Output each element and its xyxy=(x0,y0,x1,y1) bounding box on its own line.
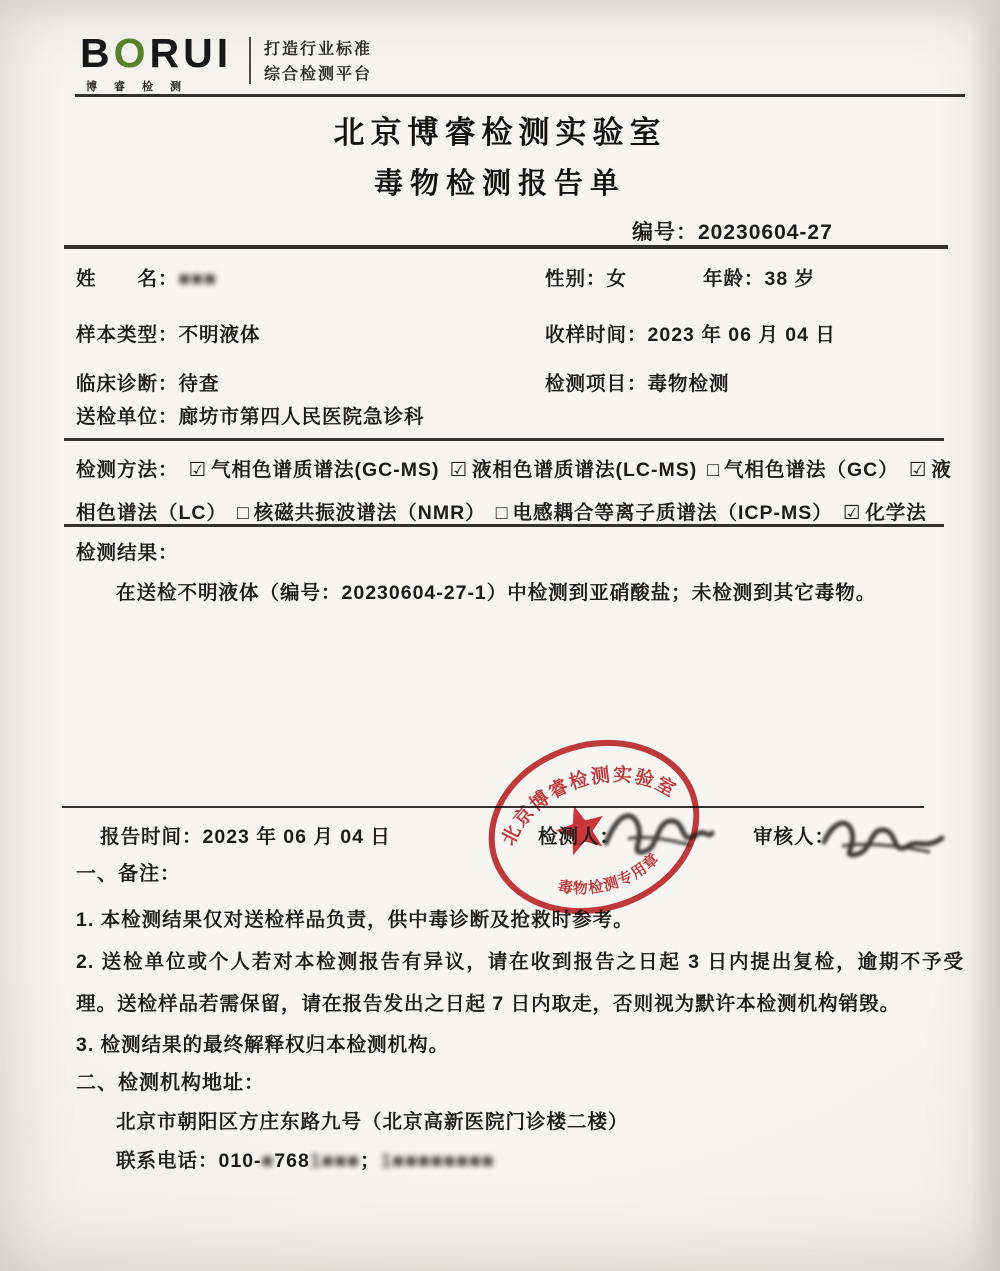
method-label: 化学法 xyxy=(865,502,927,524)
method-label: 气相色谱法（GC） xyxy=(723,459,899,481)
phone-redacted-3: 1■■■■■■■■ xyxy=(380,1150,495,1172)
field-test-item xyxy=(545,368,730,396)
phone-prefix: 010- xyxy=(218,1150,262,1172)
notes-heading: 一、备注： xyxy=(76,863,181,885)
field-name xyxy=(76,263,217,291)
method-label: 液相色谱质谱法(LC-MS) xyxy=(471,459,698,481)
method-item xyxy=(227,502,486,524)
field-sample-value: 不明液体 xyxy=(178,324,261,346)
report-number-value: 20230604-27 xyxy=(698,221,833,244)
divider-thick xyxy=(64,245,948,249)
checkbox-empty-icon: □ xyxy=(707,459,720,481)
field-sample-type xyxy=(76,319,261,347)
field-name-label: 姓 名： xyxy=(76,268,179,290)
field-age xyxy=(703,263,815,291)
stamp-arc-top-text: 北京博睿检测实验室 xyxy=(498,764,681,849)
field-sender-label: 送检单位： xyxy=(76,406,179,428)
header-rule xyxy=(75,94,965,97)
report-time-label: 报告时间： xyxy=(100,826,203,848)
report-time-value: 2023 年 06 月 04 日 xyxy=(202,826,391,848)
phone-redacted-2: 1■■■ xyxy=(309,1150,361,1172)
doc-subtitle: 毒物检测报告单 xyxy=(373,168,626,200)
checkbox-checked-icon: ☑ xyxy=(449,459,468,481)
phone-line xyxy=(116,1145,495,1173)
checkbox-empty-icon: □ xyxy=(237,502,250,524)
checkbox-checked-icon: ☑ xyxy=(188,459,207,481)
field-received-label: 收样时间： xyxy=(545,324,648,346)
reviewer-signature xyxy=(818,808,948,868)
logo-subtext: 博睿检测 xyxy=(86,81,198,93)
methods-block xyxy=(76,449,956,535)
logo-green-o-icon: O xyxy=(113,30,150,76)
logo-letters-rui: RUI xyxy=(149,30,233,76)
field-age-label: 年龄： xyxy=(703,268,765,290)
method-label: 核磁共振波谱法（NMR） xyxy=(253,502,486,524)
method-item xyxy=(439,459,697,481)
field-gender-label: 性别： xyxy=(545,268,607,290)
divider xyxy=(64,524,944,527)
field-sender xyxy=(76,401,425,429)
tester-signature xyxy=(598,795,718,870)
field-gender xyxy=(545,263,627,291)
address-line: 北京市朝阳区方庄东路九号（北京高新医院门诊楼二楼） xyxy=(116,1111,629,1133)
results-label: 检测结果： xyxy=(76,542,179,564)
method-item xyxy=(179,459,440,481)
tagline-line1: 打造行业标准 xyxy=(264,41,373,58)
phone-separator: ； xyxy=(360,1150,381,1172)
field-diagnosis xyxy=(76,368,220,396)
field-name-value-redacted: ■■■ xyxy=(178,268,217,290)
note-item-3: 3. 检测结果的最终解释权归本检测机构。 xyxy=(76,1034,450,1056)
method-item xyxy=(697,459,899,481)
note-item-1: 1. 本检测结果仅对送检样品负责，供中毒诊断及抢救时参考。 xyxy=(76,909,634,931)
tester-label: 检测人： xyxy=(538,826,621,848)
address-heading: 二、检测机构地址： xyxy=(76,1072,265,1094)
logo-wordmark xyxy=(80,30,232,77)
field-diagnosis-label: 临床诊断： xyxy=(76,373,179,395)
method-label: 气相色谱质谱法(GC-MS) xyxy=(211,459,440,481)
field-sender-value: 廊坊市第四人民医院急诊科 xyxy=(178,406,425,428)
logo-letter-b: B xyxy=(80,30,114,76)
note-item-2: 2. 送检单位或个人若对本检测报告有异议，请在收到报告之日起 3 日内提出复检，逾期不予受理。送检样品若需保留，请在报告发出之日起 7 日内取走，否则视为默许本检测机构销毁。 xyxy=(76,951,964,1015)
checkbox-empty-icon: □ xyxy=(495,502,509,524)
doc-title: 北京博睿检测实验室 xyxy=(333,115,667,150)
field-sample-label: 样本类型： xyxy=(76,324,179,346)
stamp-arc-bottom-text: 毒物检测专用章 xyxy=(556,849,663,898)
checkbox-checked-icon: ☑ xyxy=(908,459,928,481)
tagline-line2: 综合检测平台 xyxy=(264,66,373,83)
reviewer-label: 审核人： xyxy=(753,826,836,848)
field-test-item-value: 毒物检测 xyxy=(647,373,730,395)
results-text: 在送检不明液体（编号：20230604-27-1）中检测到亚硝酸盐；未检测到其它毒物。 xyxy=(116,582,877,604)
field-age-value: 38 岁 xyxy=(764,268,816,290)
methods-label: 检测方法： xyxy=(76,459,179,481)
field-received-time xyxy=(545,319,836,347)
phone-label: 联系电话： xyxy=(116,1150,219,1172)
field-received-value: 2023 年 06 月 04 日 xyxy=(647,324,836,346)
method-label: 电感耦合等离子质谱法（ICP-MS） xyxy=(512,502,833,524)
report-number xyxy=(632,216,833,246)
field-report-time xyxy=(100,821,391,849)
method-label: 液相色谱法（LC） xyxy=(76,459,952,524)
report-number-label: 编号： xyxy=(632,221,698,244)
method-item xyxy=(833,502,927,524)
header-divider xyxy=(249,37,251,84)
method-item xyxy=(486,502,833,524)
divider xyxy=(64,438,944,441)
field-test-item-label: 检测项目： xyxy=(545,373,648,395)
field-gender-value: 女 xyxy=(606,268,628,290)
phone-visible-digits: 768 xyxy=(274,1150,310,1172)
logo-tagline xyxy=(264,37,372,87)
checkbox-checked-icon: ☑ xyxy=(842,502,862,524)
phone-redacted-1: ■ xyxy=(261,1150,275,1172)
field-diagnosis-value: 待查 xyxy=(178,373,220,395)
